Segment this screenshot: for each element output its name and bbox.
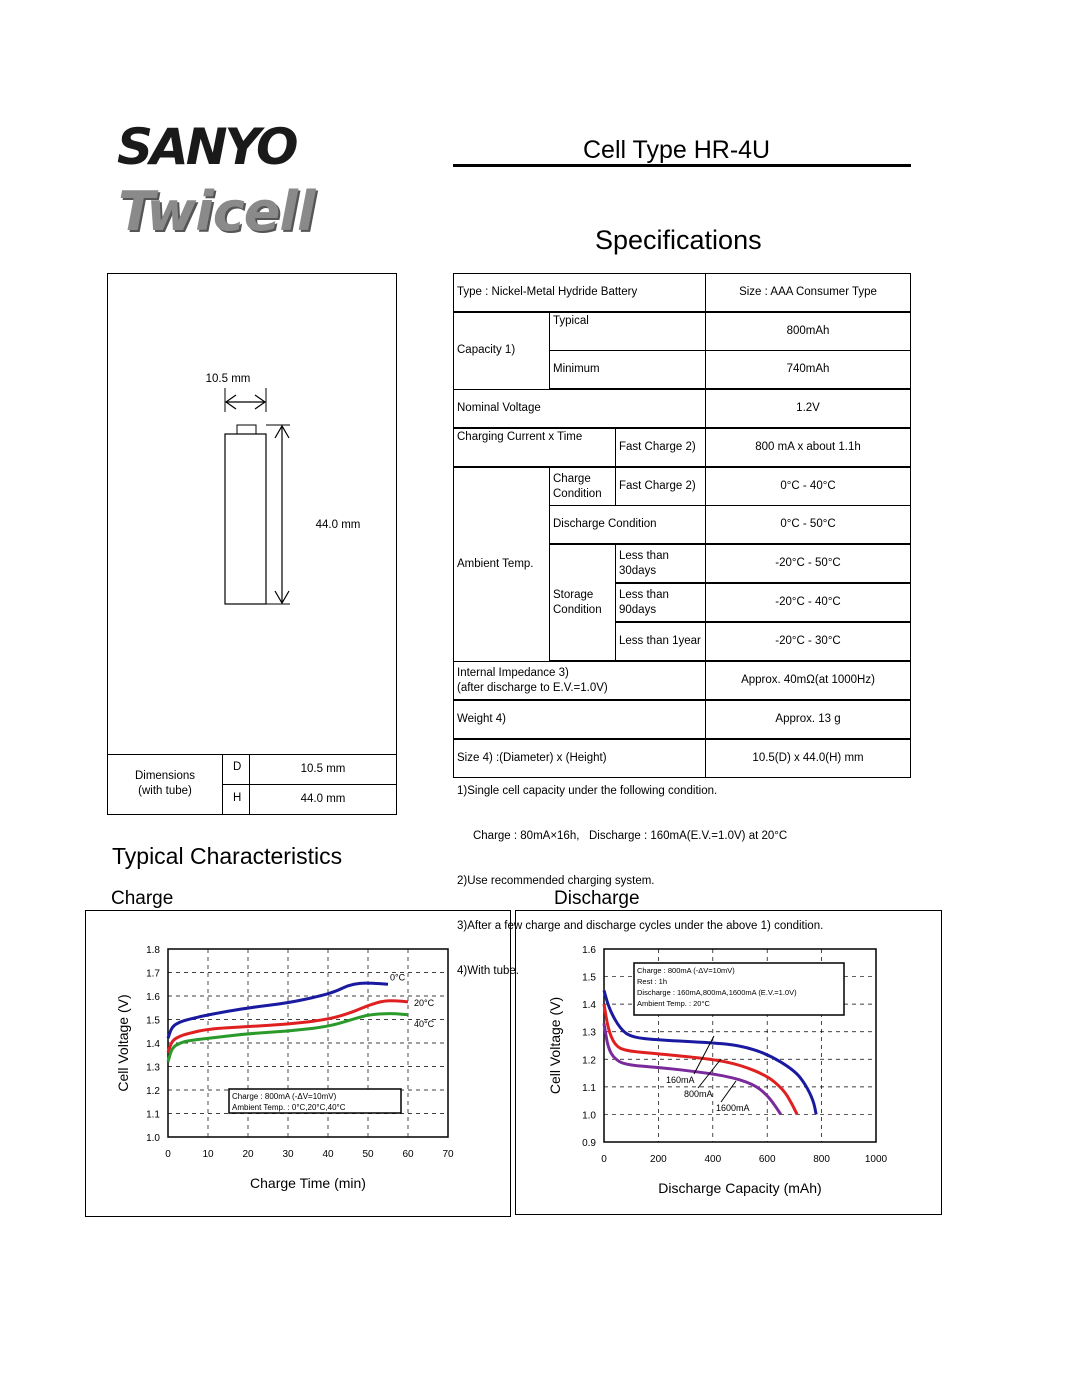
- y-tick-label: 1.4: [146, 1039, 160, 1050]
- minimum-value: 740mAh: [706, 351, 911, 390]
- charge-heading: Charge: [111, 888, 174, 909]
- x-axis-label: Discharge Capacity (mAh): [658, 1180, 822, 1196]
- x-tick-label: 40: [322, 1149, 334, 1160]
- impedance-value: Approx. 40mΩ(at 1000Hz): [706, 661, 911, 700]
- x-tick-label: 200: [650, 1154, 667, 1165]
- weight-value: Approx. 13 g: [706, 700, 911, 739]
- note-1: 1)Single cell capacity under the following condition.: [457, 785, 718, 797]
- y-tick-label: 1.8: [146, 945, 160, 956]
- specifications-heading: Specifications: [595, 225, 762, 255]
- discharge-condition-label: Discharge Condition: [550, 506, 706, 545]
- y-tick-label: 1.2: [146, 1086, 160, 1097]
- y-tick-label: 1.7: [146, 968, 160, 980]
- dimensions-table: [108, 754, 396, 815]
- series-label-2: 1600mA: [716, 1103, 750, 1113]
- legend-line: Rest : 1h: [637, 977, 668, 986]
- typical-label: Typical: [550, 312, 706, 351]
- legend-line: Charge : 800mA (-ΔV=10mV): [637, 966, 735, 975]
- legend-line: Discharge : 160mA,800mA,1600mA (E.V.=1.0V): [637, 988, 797, 997]
- x-tick-label: 70: [442, 1149, 454, 1160]
- x-tick-label: 60: [402, 1149, 414, 1160]
- dim-key-h: H: [223, 785, 250, 815]
- storage-period-1: Less than 30days: [616, 544, 706, 583]
- x-tick-label: 50: [362, 1149, 374, 1160]
- weight-label: Weight 4): [454, 700, 706, 739]
- storage-condition-label: Storage Condition: [550, 544, 616, 661]
- impedance-label: [454, 661, 706, 700]
- charge-condition-value: 0°C - 40°C: [706, 467, 911, 506]
- series-label-1: 20°C: [414, 997, 435, 1008]
- discharge-condition-value: 0°C - 50°C: [706, 506, 911, 545]
- size-value: 10.5(D) x 44.0(H) mm: [706, 739, 911, 778]
- sanyo-logo: SANYO: [117, 118, 296, 176]
- legend-line: Ambient Temp. : 0°C,20°C,40°C: [232, 1103, 346, 1112]
- y-tick-label: 1.6: [146, 992, 160, 1003]
- capacity-label: Capacity 1): [454, 312, 550, 389]
- x-tick-label: 800: [813, 1154, 830, 1165]
- x-tick-label: 400: [704, 1154, 722, 1165]
- x-tick-label: 1000: [864, 1154, 888, 1165]
- y-tick-label: 1.3: [582, 1027, 596, 1039]
- width-label: 10.5 mm: [205, 373, 251, 385]
- nominal-voltage-value: 1.2V: [706, 389, 911, 428]
- spec-type: Type : Nickel-Metal Hydride Battery: [454, 274, 706, 313]
- y-tick-label: 1.5: [582, 972, 596, 984]
- x-tick-label: 0: [601, 1154, 607, 1165]
- y-tick-label: 1.1: [146, 1109, 160, 1121]
- cell-type-title: Cell Type HR-4U: [583, 136, 771, 164]
- charge-chart: [86, 911, 510, 1216]
- discharge-chart: [516, 911, 941, 1214]
- height-label: 44.0 mm: [315, 519, 361, 531]
- y-tick-label: 1.3: [146, 1062, 160, 1074]
- typical-value: 800mAh: [706, 312, 911, 351]
- specification-table: [453, 273, 911, 778]
- y-axis-label: Cell Voltage (V): [547, 996, 563, 1095]
- storage-value-1: -20°C - 50°C: [706, 544, 911, 583]
- note-2: 2)Use recommended charging system.: [457, 875, 655, 887]
- storage-period-2: Less than 90days: [616, 583, 706, 622]
- fast-charge-label: Fast Charge 2): [616, 428, 706, 467]
- ambient-temp-label: Ambient Temp.: [454, 467, 550, 661]
- storage-period-3: Less than 1year: [616, 622, 706, 661]
- dim-key-d: D: [223, 755, 250, 785]
- charge-chart-frame: [85, 910, 511, 1217]
- y-tick-label: 1.6: [582, 945, 596, 956]
- series-label-0: 160mA: [666, 1075, 695, 1085]
- dimension-drawing-box: [107, 273, 397, 815]
- with-tube-label: (with tube): [138, 785, 192, 797]
- nominal-voltage-label: Nominal Voltage: [454, 389, 706, 428]
- cell-drawing: [108, 274, 396, 754]
- note-3: 3)After a few charge and discharge cycles under the above 1) condition.: [457, 920, 824, 932]
- impedance-label-line1: Internal Impedance 3): [457, 666, 569, 679]
- twicell-logo: Twicell: [118, 180, 315, 243]
- y-tick-label: 1.0: [146, 1133, 160, 1144]
- typical-characteristics-heading: Typical Characteristics: [112, 843, 343, 869]
- dimensions-label: Dimensions: [134, 770, 196, 782]
- minimum-label: Minimum: [550, 351, 706, 390]
- fast-charge-label-2: Fast Charge 2): [616, 467, 706, 506]
- x-axis-label: Charge Time (min): [250, 1175, 366, 1191]
- fast-charge-value: 800 mA x about 1.1h: [706, 428, 911, 467]
- size-label: Size 4) :(Diameter) x (Height): [454, 739, 706, 778]
- discharge-heading: Discharge: [554, 888, 640, 909]
- dim-value-h: 44.0 mm: [300, 793, 346, 805]
- discharge-chart-frame: [515, 910, 942, 1215]
- charge-condition-label: Charge Condition: [550, 467, 616, 506]
- spec-size-type: Size : AAA Consumer Type: [706, 274, 911, 313]
- title-rule: [453, 164, 911, 167]
- charging-label: Charging Current x Time: [454, 428, 616, 467]
- legend-line: Ambient Temp. : 20°C: [637, 999, 710, 1008]
- series-label-1: 800mA: [684, 1089, 713, 1099]
- x-tick-label: 30: [282, 1149, 294, 1160]
- y-tick-label: 1.0: [582, 1110, 596, 1122]
- y-tick-label: 1.5: [146, 1015, 160, 1027]
- y-axis-label: Cell Voltage (V): [115, 994, 131, 1092]
- x-tick-label: 600: [758, 1154, 776, 1165]
- note-4: 4)With tube.: [457, 965, 519, 977]
- series-label-2: 40°C: [414, 1018, 435, 1029]
- series-label-0: 0°C: [390, 972, 406, 983]
- y-tick-label: 1.4: [582, 1000, 596, 1012]
- impedance-label-line2: (after discharge to E.V.=1.0V): [457, 681, 608, 694]
- note-1-condition: Charge : 80mA×16h, Discharge : 160mA(E.V.=1.0V) at 20°C: [457, 830, 788, 842]
- legend-line: Charge : 800mA (-ΔV=10mV): [232, 1092, 337, 1101]
- storage-value-2: -20°C - 40°C: [706, 583, 911, 622]
- y-tick-label: 0.9: [582, 1138, 596, 1149]
- y-tick-label: 1.1: [582, 1082, 596, 1094]
- dim-value-d: 10.5 mm: [250, 755, 396, 785]
- y-tick-label: 1.2: [582, 1055, 596, 1067]
- storage-value-3: -20°C - 30°C: [706, 622, 911, 661]
- x-tick-label: 0: [165, 1149, 171, 1160]
- x-tick-label: 20: [242, 1149, 254, 1160]
- x-tick-label: 10: [202, 1149, 214, 1160]
